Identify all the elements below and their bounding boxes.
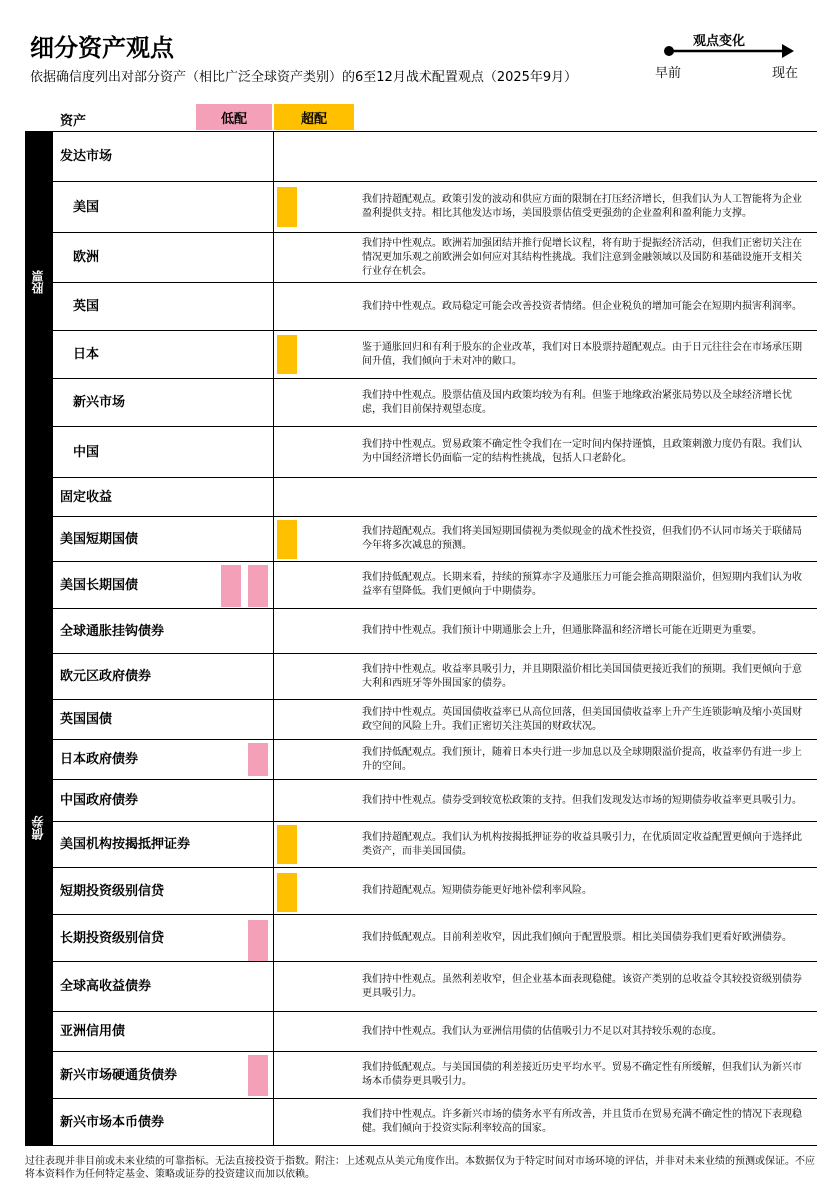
asset-name: 日本政府债券 [60,752,139,767]
view-description: 我们持中性观点。债券受到较宽松政策的支持。但我们发现发达市场的短期债券收益率更具吸引力。 [362,794,802,806]
view-description: 我们持超配观点。政策引发的波动和供应方面的限制在打压经济增长，但我们认为人工智能将为企业盈利提供支持。相比其他发达市场，美国股票估值受更强劲的企业盈利和盈利能力支撑。 [362,194,802,219]
view-description: 我们持低配观点。与美国国债的利差接近历史平均水平。贸易不确定性有所缓解，但我们认为新兴市场本币债券更具吸引力。 [362,1062,802,1087]
overweight-marker [277,825,297,864]
column-header-overweight: 超配 [274,104,354,130]
table-row [53,915,817,962]
view-description: 我们持中性观点。我们认为亚洲信用债的估值吸引力不足以对其持较乐观的态度。 [362,1025,722,1037]
page-title: 细分资产观点 [30,34,174,62]
table-row [53,740,817,780]
view-description: 我们持中性观点。股票估值及国内政策均较为有利。但鉴于地缘政治紧张局势以及全球经济增长忧虑，我们目前保持观望态度。 [362,389,792,415]
asset-name: 日本 [73,347,100,362]
asset-name: 美国短期国债 [60,531,139,547]
asset-name: 固定收益 [60,489,113,505]
table-row [53,962,817,1012]
section-bonds-label: 债券 [31,816,45,840]
table-row [53,780,817,822]
overweight-marker [277,520,297,559]
legend-early: 早前 [655,66,682,81]
column-header-underweight: 低配 [196,104,272,130]
column-header-asset: 资产 [60,114,87,129]
view-description: 我们持超配观点。短期债券能更好地补偿利率风险。 [362,885,592,896]
underweight-marker [248,565,268,607]
asset-name: 发达市场 [60,149,113,164]
view-description: 我们持中性观点。欧洲若加强团结并推行促增长议程，将有助于提振经济活动，但我们正密切关注在情况更加乐观之前欧洲会如何应对其结构性挑战。我们注意到金融领域以及国防和基础设施开支相关行业存在机会。 [362,237,802,277]
asset-name: 中国政府债券 [60,793,139,808]
asset-name: 美国长期国债 [60,577,139,593]
view-description: 我们持超配观点。我们认为机构按揭抵押证券的收益具吸引力，在优质固定收益配置更倾向于选择此类资产，而非美国国债。 [362,831,802,857]
view-description: 我们持中性观点。虽然利差收窄，但企业基本面表现稳健。该资产类别的总收益令其较投资级别债券更具吸引力。 [362,973,802,999]
overweight-marker [277,873,297,912]
overweight-marker [277,335,297,374]
asset-name: 新兴市场本币债券 [60,1114,165,1130]
view-description: 我们持中性观点。贸易政策不确定性令我们在一定时间内保持谨慎，且政策刺激力度仍有限。我们认为中国经济增长仍面临一定的结构性挑战，包括人口老龄化。 [362,439,802,464]
table-row [53,233,817,283]
table-row [53,517,817,562]
table-row [53,1052,817,1099]
table-row [53,868,817,915]
asset-name: 长期投资级别信贷 [60,930,165,946]
asset-name: 美国机构按揭抵押证券 [60,837,191,852]
section-bonds [25,478,53,1146]
underweight-marker [248,1055,268,1096]
table-row [53,562,817,609]
table-row [53,1012,817,1052]
view-description: 我们持中性观点。英国国债收益率已从高位回落，但美国国债收益率上升产生连锁影响及缩小英国财政空间的风险上升。我们正密切关注英国的财政状况。 [362,706,802,732]
page-subtitle: 依据确信度列出对部分资产（相比广泛全球资产类别）的6至12月战术配置观点（2025年9月） [30,70,578,85]
table-row [53,609,817,654]
asset-name: 全球高收益债券 [60,979,152,994]
underweight-marker [248,920,268,961]
asset-name: 中国 [73,444,100,460]
table-row [53,182,817,233]
asset-name: 英国国债 [60,712,113,727]
asset-name: 英国 [73,299,100,314]
table-row [53,331,817,379]
asset-name: 短期投资级别信贷 [60,883,165,899]
section-equities [25,132,53,478]
footer-disclaimer: 过往表现并非目前或未来业绩的可靠指标。无法直接投资于指数。附注：上述观点从美元角度作出。本数据仅为于特定时间对市场环境的评估，并非对未来业绩的预测或保证。不应将本资料作为任何特定基金、策略或证券的投资建议而加以依赖。 [25,1156,815,1180]
view-description: 我们持低配观点。长期来看，持续的预算赤字及通胀压力可能会推高期限溢价，但短期内我们认为收益率有望降低。我们更倾向于中期债券。 [362,572,802,597]
view-description: 我们持低配观点。目前利差收窄，因此我们倾向于配置股票。相比美国债券我们更看好欧洲债券。 [362,932,792,943]
asset-name: 新兴市场硬通货债券 [60,1067,178,1083]
view-description: 鉴于通胀回归和有利于股东的企业改革，我们对日本股票持超配观点。由于日元往往会在市场承压期间升值，我们倾向于未对冲的敞口。 [362,341,802,367]
view-description: 我们持中性观点。许多新兴市场的债务水平有所改善，并且货币在贸易充满不确定性的情况下表现稳健。我们倾向于投资实际利率较高的国家。 [362,1109,802,1134]
asset-name: 欧洲 [73,250,100,265]
table-row [53,427,817,478]
view-description: 我们持超配观点。我们将美国短期国债视为类似现金的战术性投资，但我们仍不认同市场关于联储局今年将多次减息的预测。 [362,526,802,551]
view-description: 我们持中性观点。我们预计中期通胀会上升，但通胀降温和经济增长可能在近期更为重要。 [362,625,762,636]
underweight-marker [221,565,241,607]
section-equities-label: 股票 [31,270,45,294]
asset-name: 新兴市场 [73,395,126,410]
asset-name: 全球通胀挂钩债券 [60,623,165,639]
overweight-marker [277,187,297,227]
table-row [53,700,817,740]
table-row [53,1099,817,1146]
asset-name: 亚洲信用债 [60,1024,126,1039]
view-description: 我们持低配观点。我们预计，随着日本央行进一步加息以及全球期限溢价提高，收益率仍有进一步上升的空间。 [362,746,802,772]
category-header-row [53,478,817,517]
view-description: 我们持中性观点。政局稳定可能会改善投资者情绪。但企业税负的增加可能会在短期内损害利润率。 [362,300,802,312]
view-change-arrow-icon [660,40,800,62]
asset-name: 美国 [73,199,100,215]
view-description: 我们持中性观点。收益率具吸引力，并且期限溢价相比美国国债更接近我们的预期。我们更倾向于意大利和西班牙等外围国家的债券。 [362,663,802,689]
legend-now: 现在 [772,66,799,81]
underweight-marker [248,743,268,776]
table-row [53,283,817,331]
table-row [53,379,817,427]
table-row [53,654,817,700]
asset-name: 欧元区政府债券 [60,669,152,684]
legend-label: 观点变化 [693,34,746,49]
category-header-row [53,132,817,182]
table-row [53,822,817,868]
